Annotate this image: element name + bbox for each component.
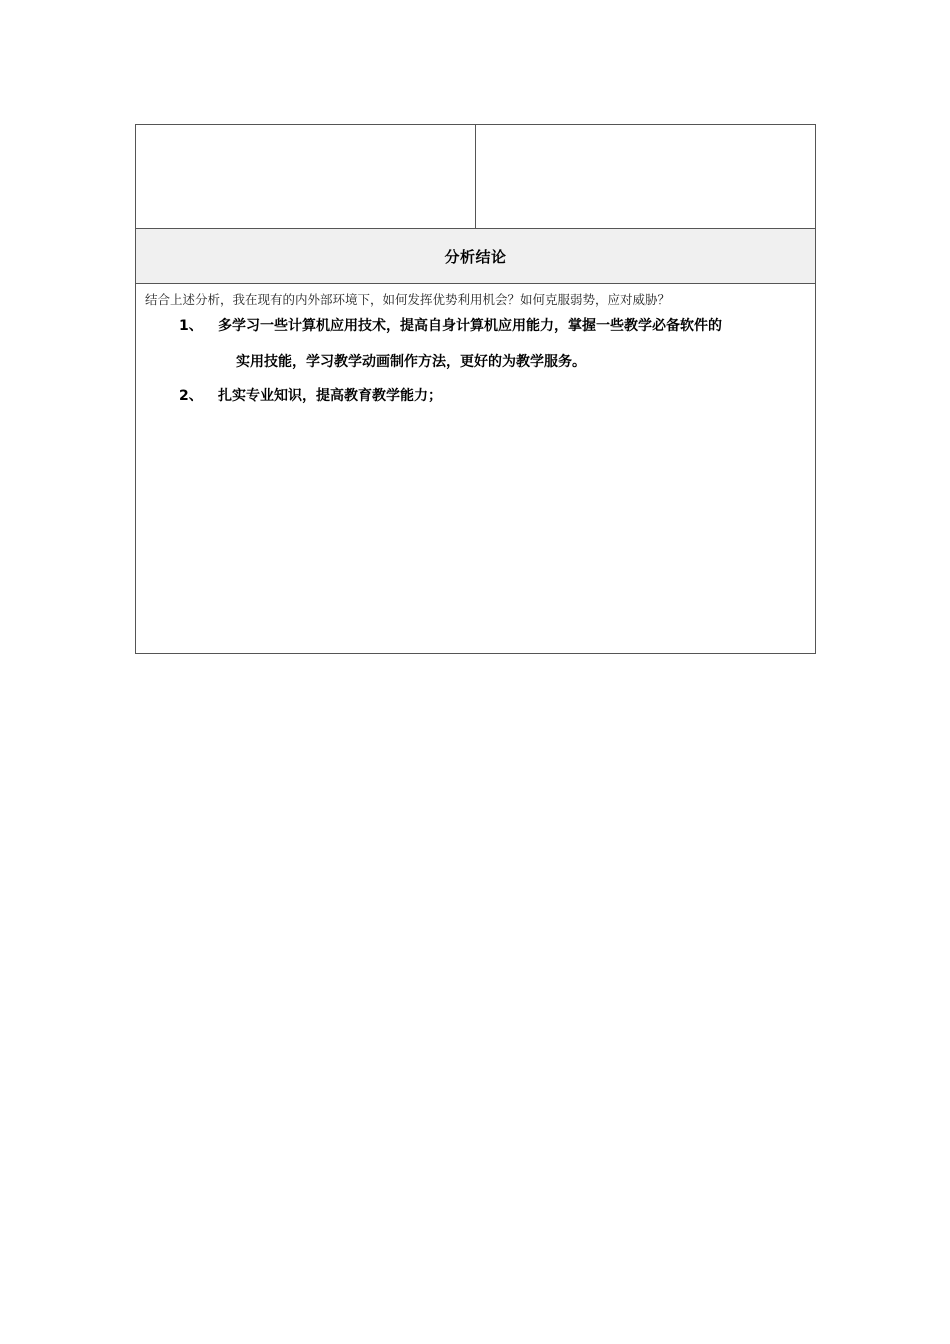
guiding-question: 结合上述分析，我在现有的内外部环境下，如何发挥优势利用机会？如何克服弱势，应对威胁？ [145,292,671,307]
conclusion-title: 分析结论 [444,247,507,266]
analysis-table [135,124,816,654]
conclusion-body [136,284,815,654]
item-2-number: 2、 [179,388,203,404]
item-1-line-2: 实用技能，学习教学动画制作方法，更好的为教学服务。 [236,354,586,370]
empty-top-row [136,125,815,229]
item-1-line-1: 多学习一些计算机应用技术，提高自身计算机应用能力，掌握一些教学必备软件的 [218,318,722,334]
column-divider [475,125,476,228]
item-2-line-1: 扎实专业知识，提高教育教学能力； [218,388,442,404]
conclusion-header-row [136,229,815,284]
item-1-number: 1、 [179,318,203,334]
